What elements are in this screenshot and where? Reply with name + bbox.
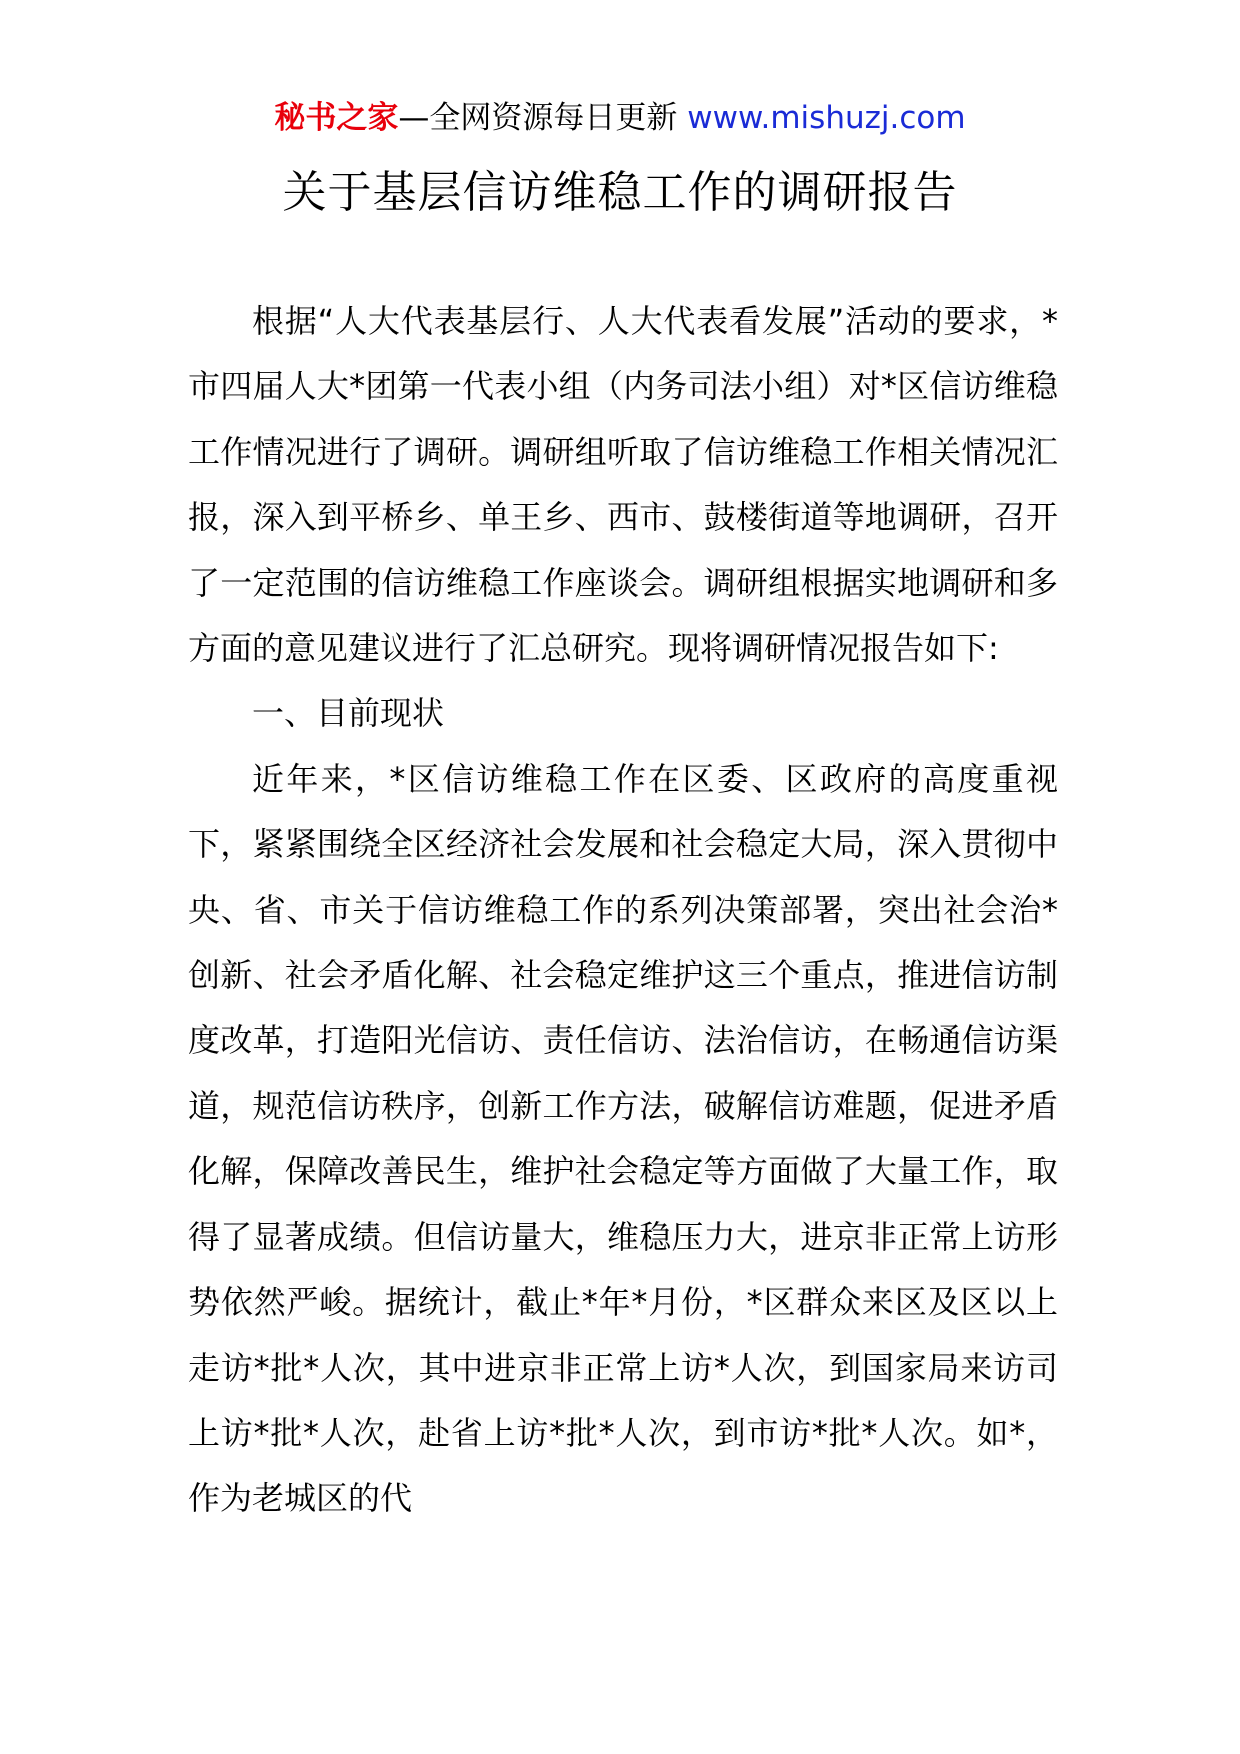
brand-name: 秘书之家 bbox=[274, 100, 399, 136]
status-paragraph: 近年来，*区信访维稳工作在区委、区政府的高度重视下，紧紧围绕全区经济社会发展和社会稳定大局，深入贯彻中央、省、市关于信访维稳工作的系列决策部署，突出社会治*创新、社会矛盾化解、社会稳定维护这三个重点，推进信访制度改革，打造阳光信访、责任信访、法治信访，在畅通信访渠道，规范信访秩序，创新工作方法，破解信访难题，促进矛盾化解，保障改善民生，维护社会稳定等方面做了大量工作，取得了显著成绩。但信访量大，维稳压力大，进京非正常上访形势依然严峻。据统计，截止*年*月份，*区群众来区及区以上走访*批*人次，其中进京非正常上访*人次，到国家局来访司上访*批*人次，赴省上访*批*人次，到市访*批*人次。如*，作为老城区的代 bbox=[188, 759, 1058, 1518]
header-slogan: —全网资源每日更新 bbox=[398, 100, 678, 136]
intro-paragraph: 根据“人大代表基层行、人大代表看发展”活动的要求，*市四届人大*团第一代表小组（内务司法小组）对*区信访维稳工作情况进行了调研。调研组听取了信访维稳工作相关情况汇报，深入到平桥乡、单王乡、西市、鼓楼街道等地调研，召开了一定范围的信访维稳工作座谈会。调研组根据实地调研和多方面的意见建议进行了汇总研究。现将调研情况报告如下: bbox=[188, 302, 1058, 668]
section-heading: 一、目前现状 bbox=[252, 694, 445, 733]
site-url-link[interactable]: www.mishuzj.com bbox=[687, 100, 966, 136]
document-title: 关于基层信访维稳工作的调研报告 bbox=[282, 167, 958, 218]
site-header bbox=[0, 96, 1240, 140]
document-body bbox=[188, 289, 1058, 1532]
